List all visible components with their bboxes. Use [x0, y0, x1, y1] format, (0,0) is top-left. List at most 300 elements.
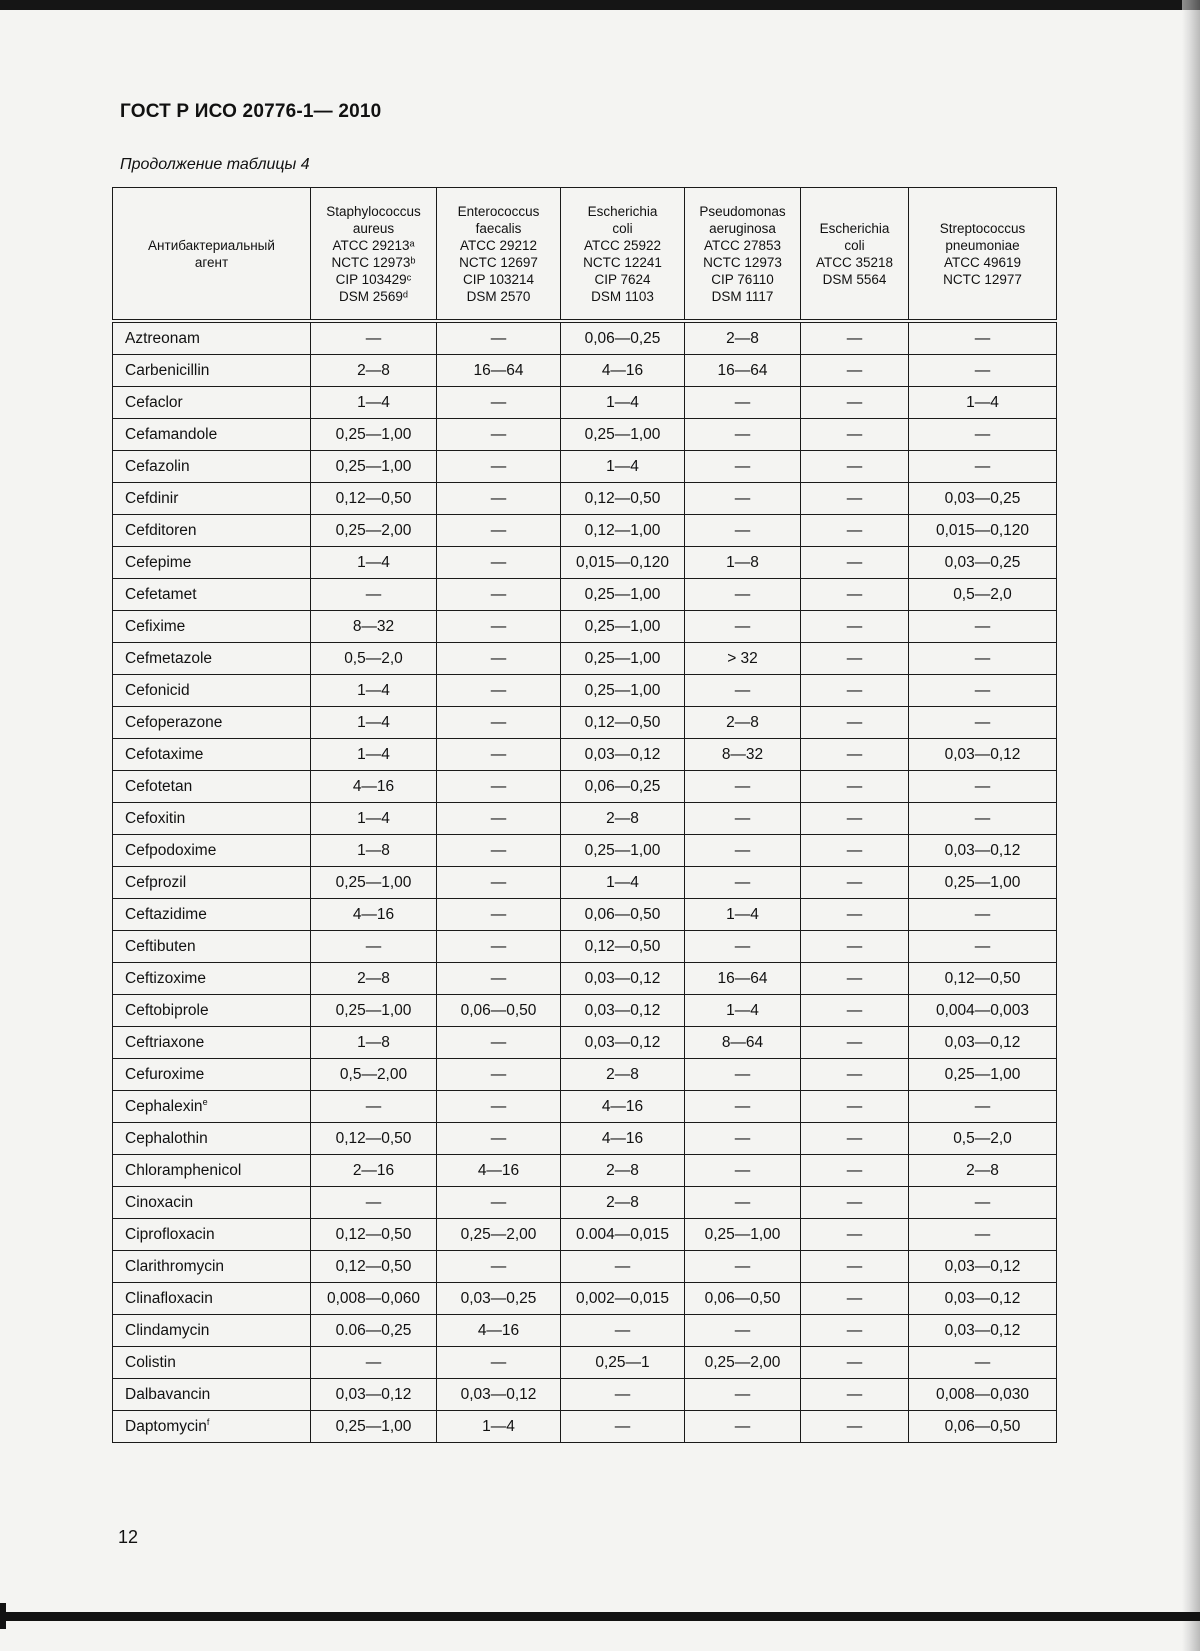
value-cell: 2—8 — [561, 1187, 685, 1219]
header-line: faecalis — [475, 220, 522, 236]
agent-cell — [113, 515, 311, 547]
value-cell: 4—16 — [561, 1123, 685, 1155]
value-cell: 0,25—1,00 — [561, 579, 685, 611]
value-cell: 1—4 — [561, 451, 685, 483]
value-cell: — — [801, 739, 909, 771]
value-cell: — — [909, 899, 1057, 931]
value-cell: 1—8 — [311, 835, 437, 867]
value-cell: — — [437, 419, 561, 451]
agent-name: Clindamycin — [125, 1321, 210, 1339]
table-row — [113, 675, 1057, 707]
value-cell: 0,002—0,015 — [561, 1283, 685, 1315]
value-cell: 0,06—0,25 — [561, 771, 685, 803]
value-cell: — — [909, 771, 1057, 803]
value-cell: 0,06—0,25 — [561, 321, 685, 355]
value-cell: 0,015—0,120 — [909, 515, 1057, 547]
value-cell: — — [801, 771, 909, 803]
table-row — [113, 321, 1057, 355]
value-cell: — — [685, 771, 801, 803]
value-cell: 0,25—1,00 — [561, 643, 685, 675]
agent-cell — [113, 1027, 311, 1059]
table-row — [113, 835, 1057, 867]
agent-cell — [113, 1411, 311, 1443]
agent-name: Cefpodoxime — [125, 841, 217, 859]
value-cell: 0,5—2,0 — [909, 1123, 1057, 1155]
value-cell: 1—4 — [311, 387, 437, 419]
mic-table — [112, 187, 1057, 1443]
value-cell: 0,015—0,120 — [561, 547, 685, 579]
value-cell: 0,03—0,12 — [909, 835, 1057, 867]
table-row — [113, 451, 1057, 483]
value-cell: 0,25—1,00 — [561, 611, 685, 643]
value-cell: — — [909, 643, 1057, 675]
value-cell: 0,25—1,00 — [311, 451, 437, 483]
value-cell: 0,25—1,00 — [311, 867, 437, 899]
agent-cell — [113, 355, 311, 387]
value-cell: — — [437, 739, 561, 771]
value-cell: — — [801, 321, 909, 355]
agent-cell — [113, 931, 311, 963]
table-row — [113, 515, 1057, 547]
value-cell: — — [437, 451, 561, 483]
table-row — [113, 611, 1057, 643]
value-cell: 0,008—0,030 — [909, 1379, 1057, 1411]
value-cell: 1—4 — [311, 547, 437, 579]
agent-name: Cefepime — [125, 553, 192, 571]
header-line: coli — [612, 220, 633, 236]
table-row — [113, 995, 1057, 1027]
value-cell: — — [801, 643, 909, 675]
table-row — [113, 1059, 1057, 1091]
scan-bottom-bar — [0, 1612, 1200, 1621]
agent-name: Ceftobiprole — [125, 1001, 209, 1019]
value-cell: 0,12—0,50 — [561, 483, 685, 515]
table-row — [113, 1155, 1057, 1187]
table-row — [113, 963, 1057, 995]
agent-cell — [113, 707, 311, 739]
value-cell: 0,25—2,00 — [685, 1347, 801, 1379]
agent-name: Chloramphenicol — [125, 1161, 242, 1179]
value-cell: 1—4 — [311, 707, 437, 739]
value-cell: — — [801, 1283, 909, 1315]
agent-name: Cefazolin — [125, 457, 190, 475]
table-row — [113, 1091, 1057, 1123]
value-cell: — — [685, 611, 801, 643]
value-cell: — — [437, 1059, 561, 1091]
table-row — [113, 1027, 1057, 1059]
table-row — [113, 771, 1057, 803]
agent-cell — [113, 483, 311, 515]
agent-name: Ceftibuten — [125, 937, 196, 955]
agent-cell — [113, 867, 311, 899]
value-cell: — — [685, 515, 801, 547]
agent-cell — [113, 963, 311, 995]
table-row — [113, 579, 1057, 611]
value-cell: — — [909, 419, 1057, 451]
table-row — [113, 899, 1057, 931]
header-line: Escherichia — [587, 203, 658, 219]
header-strain-5 — [801, 188, 909, 322]
value-cell: — — [909, 1347, 1057, 1379]
header-line: ATCC 49619 — [943, 254, 1022, 270]
value-cell: 0,12—1,00 — [561, 515, 685, 547]
agent-cell — [113, 1091, 311, 1123]
table-row — [113, 1251, 1057, 1283]
value-cell: 0,25—1 — [561, 1347, 685, 1379]
agent-name: Cefuroxime — [125, 1065, 205, 1083]
value-cell: 2—8 — [311, 355, 437, 387]
value-cell: — — [685, 579, 801, 611]
header-strain-6 — [909, 188, 1057, 322]
value-cell: 0,25—1,00 — [685, 1219, 801, 1251]
value-cell: 0,25—2,00 — [437, 1219, 561, 1251]
value-cell: 0,12—0,50 — [561, 931, 685, 963]
value-cell: — — [685, 1187, 801, 1219]
header-line: Enterococcus — [457, 203, 540, 219]
value-cell: 4—16 — [311, 899, 437, 931]
value-cell: — — [685, 931, 801, 963]
value-cell: — — [909, 675, 1057, 707]
agent-name: Cefoperazone — [125, 713, 223, 731]
value-cell: — — [437, 867, 561, 899]
value-cell: — — [801, 611, 909, 643]
value-cell: — — [801, 1123, 909, 1155]
value-cell: — — [437, 611, 561, 643]
agent-cell — [113, 1379, 311, 1411]
value-cell: 0,5—2,00 — [311, 1059, 437, 1091]
value-cell: — — [685, 835, 801, 867]
value-cell: 0,03—0,12 — [561, 963, 685, 995]
value-cell: — — [311, 1187, 437, 1219]
value-cell: — — [437, 1251, 561, 1283]
header-line: coli — [844, 237, 865, 253]
value-cell: 0,12—0,50 — [311, 1251, 437, 1283]
value-cell: 0,03—0,12 — [909, 1283, 1057, 1315]
value-cell: — — [437, 675, 561, 707]
agent-name: Dalbavancin — [125, 1385, 211, 1403]
value-cell: 0,12—0,50 — [311, 483, 437, 515]
value-cell: — — [311, 931, 437, 963]
value-cell: — — [311, 1091, 437, 1123]
value-cell: 0,03—0,12 — [909, 1315, 1057, 1347]
value-cell: — — [685, 675, 801, 707]
value-cell: 0,12—0,50 — [311, 1219, 437, 1251]
value-cell: — — [801, 995, 909, 1027]
agent-name: Cefotetan — [125, 777, 193, 795]
document-title: ГОСТ Р ИСО 20776-1— 2010 — [120, 101, 382, 122]
value-cell: 1—4 — [311, 803, 437, 835]
table-row — [113, 355, 1057, 387]
header-line: ATCC 25922 — [583, 237, 662, 253]
header-line: Escherichia — [819, 220, 890, 236]
table-row — [113, 483, 1057, 515]
agent-cell — [113, 771, 311, 803]
agent-cell — [113, 1187, 311, 1219]
agent-name: Cefditoren — [125, 521, 197, 539]
value-cell: — — [801, 1059, 909, 1091]
value-cell: 0.06—0,25 — [311, 1315, 437, 1347]
value-cell: — — [801, 1411, 909, 1443]
value-cell: 0,25—1,00 — [311, 419, 437, 451]
header-agent — [113, 188, 311, 322]
agent-cell — [113, 1059, 311, 1091]
value-cell: 0,12—0,50 — [909, 963, 1057, 995]
agent-cell — [113, 1347, 311, 1379]
value-cell: — — [437, 1091, 561, 1123]
agent-name: Cefmetazole — [125, 649, 213, 667]
value-cell: — — [801, 579, 909, 611]
value-cell: 4—16 — [561, 1091, 685, 1123]
agent-cell — [113, 835, 311, 867]
header-line: DSM 1103 — [591, 288, 654, 304]
agent-cell — [113, 1283, 311, 1315]
value-cell: 2—8 — [561, 1155, 685, 1187]
value-cell: — — [437, 643, 561, 675]
value-cell: — — [801, 1187, 909, 1219]
header-line: ATCC 27853 — [703, 237, 782, 253]
value-cell: 1—4 — [685, 995, 801, 1027]
agent-name: Ceftizoxime — [125, 969, 206, 987]
value-cell: — — [685, 419, 801, 451]
header-line: CIP 76110 — [711, 271, 774, 287]
table-row — [113, 419, 1057, 451]
value-cell: — — [561, 1411, 685, 1443]
value-cell: 2—16 — [311, 1155, 437, 1187]
value-cell: — — [685, 451, 801, 483]
value-cell: 0,03—0,12 — [909, 1251, 1057, 1283]
value-cell: 0,25—1,00 — [561, 419, 685, 451]
value-cell: — — [685, 387, 801, 419]
table-row — [113, 1187, 1057, 1219]
value-cell: — — [437, 803, 561, 835]
value-cell: — — [685, 1091, 801, 1123]
value-cell: 0,25—1,00 — [311, 995, 437, 1027]
header-strain-4 — [685, 188, 801, 322]
agent-name: Cinoxacin — [125, 1193, 194, 1211]
value-cell: — — [801, 675, 909, 707]
agent-cell — [113, 803, 311, 835]
table-row — [113, 1283, 1057, 1315]
value-cell: 0.004—0,015 — [561, 1219, 685, 1251]
value-cell: — — [311, 321, 437, 355]
agent-name: Ceftriaxone — [125, 1033, 205, 1051]
agent-cell — [113, 451, 311, 483]
header-line: DSM 5564 — [822, 271, 887, 287]
value-cell: — — [909, 355, 1057, 387]
value-cell: 1—8 — [311, 1027, 437, 1059]
value-cell: — — [685, 1155, 801, 1187]
value-cell: — — [801, 1027, 909, 1059]
value-cell: 8—32 — [311, 611, 437, 643]
header-line: Streptococcus — [939, 220, 1026, 236]
value-cell: 0,25—2,00 — [311, 515, 437, 547]
page-number: 12 — [118, 1527, 139, 1547]
agent-name: Cefonicid — [125, 681, 190, 699]
value-cell: — — [685, 1379, 801, 1411]
value-cell: — — [801, 1347, 909, 1379]
header-line: CIP 103214 — [462, 271, 535, 287]
value-cell: — — [437, 321, 561, 355]
agent-name: Clinafloxacin — [125, 1289, 213, 1307]
agent-name: Cephalexin — [125, 1097, 203, 1115]
agent-cell — [113, 547, 311, 579]
header-row — [113, 188, 1057, 322]
value-cell: 8—32 — [685, 739, 801, 771]
value-cell: — — [685, 867, 801, 899]
agent-cell — [113, 1155, 311, 1187]
value-cell: 2—8 — [311, 963, 437, 995]
agent-name: Cephalothin — [125, 1129, 208, 1147]
value-cell: 2—8 — [909, 1155, 1057, 1187]
value-cell: — — [801, 803, 909, 835]
value-cell: — — [801, 1379, 909, 1411]
agent-name: Cefixime — [125, 617, 186, 635]
table-row — [113, 1411, 1057, 1443]
value-cell: — — [801, 1315, 909, 1347]
agent-cell — [113, 1123, 311, 1155]
value-cell: — — [909, 611, 1057, 643]
value-cell: — — [801, 899, 909, 931]
agent-name: Cefdinir — [125, 489, 179, 507]
footnote-marker: f — [206, 1416, 210, 1427]
value-cell: — — [801, 387, 909, 419]
value-cell: 0,03—0,12 — [561, 739, 685, 771]
agent-name: Ceftazidime — [125, 905, 207, 923]
agent-name: Ciprofloxacin — [125, 1225, 215, 1243]
value-cell: — — [909, 707, 1057, 739]
value-cell: — — [801, 707, 909, 739]
value-cell: — — [909, 803, 1057, 835]
value-cell: 1—8 — [685, 547, 801, 579]
table-row — [113, 643, 1057, 675]
value-cell: — — [437, 1187, 561, 1219]
value-cell: — — [437, 899, 561, 931]
value-cell: — — [801, 547, 909, 579]
value-cell: — — [685, 1251, 801, 1283]
header-line: NCTC 12241 — [583, 254, 662, 270]
header-line: NCTC 12973ᵇ — [331, 254, 416, 270]
value-cell: — — [801, 963, 909, 995]
value-cell: 0,03—0,12 — [311, 1379, 437, 1411]
agent-name: Cefprozil — [125, 873, 187, 891]
value-cell: — — [801, 1091, 909, 1123]
agent-name: Clarithromycin — [125, 1257, 225, 1275]
table-row — [113, 867, 1057, 899]
agent-cell — [113, 387, 311, 419]
value-cell: — — [685, 1123, 801, 1155]
header-line: NCTC 12977 — [943, 271, 1022, 287]
header-line: ATCC 35218 — [815, 254, 894, 270]
value-cell: 0,03—0,25 — [437, 1283, 561, 1315]
table-row — [113, 1347, 1057, 1379]
value-cell: 2—8 — [561, 803, 685, 835]
agent-cell — [113, 643, 311, 675]
value-cell: > 32 — [685, 643, 801, 675]
value-cell: — — [311, 1347, 437, 1379]
value-cell: — — [909, 451, 1057, 483]
agent-cell — [113, 1315, 311, 1347]
value-cell: 0,03—0,25 — [909, 547, 1057, 579]
value-cell: 16—64 — [685, 963, 801, 995]
value-cell: 0,06—0,50 — [909, 1411, 1057, 1443]
value-cell: 2—8 — [561, 1059, 685, 1091]
value-cell: — — [801, 1219, 909, 1251]
value-cell: — — [801, 1251, 909, 1283]
header-line: Антибактериальный — [148, 237, 275, 253]
agent-cell — [113, 739, 311, 771]
value-cell: 0,03—0,12 — [909, 739, 1057, 771]
value-cell: 2—8 — [685, 321, 801, 355]
value-cell: 1—4 — [685, 899, 801, 931]
agent-name: Carbenicillin — [125, 361, 210, 379]
header-strain-2 — [437, 188, 561, 322]
value-cell: 0,12—0,50 — [561, 707, 685, 739]
value-cell: — — [561, 1315, 685, 1347]
value-cell: 0,25—1,00 — [561, 835, 685, 867]
value-cell: — — [909, 321, 1057, 355]
header-line: NCTC 12973 — [703, 254, 782, 270]
header-line: pneumoniae — [945, 237, 1020, 253]
header-line: CIP 103429ᶜ — [335, 271, 412, 287]
value-cell: — — [437, 547, 561, 579]
value-cell: — — [801, 419, 909, 451]
value-cell: 0,03—0,12 — [437, 1379, 561, 1411]
table-body — [113, 321, 1057, 1443]
agent-name: Cefamandole — [125, 425, 218, 443]
value-cell: — — [801, 451, 909, 483]
header-strain-3 — [561, 188, 685, 322]
value-cell: — — [437, 515, 561, 547]
value-cell: 0,06—0,50 — [685, 1283, 801, 1315]
value-cell: — — [801, 867, 909, 899]
value-cell: — — [437, 771, 561, 803]
value-cell: 0,25—1,00 — [311, 1411, 437, 1443]
value-cell: — — [437, 707, 561, 739]
value-cell: — — [437, 1347, 561, 1379]
table-row — [113, 931, 1057, 963]
agent-cell — [113, 1219, 311, 1251]
value-cell: — — [437, 963, 561, 995]
table-row — [113, 547, 1057, 579]
value-cell: — — [561, 1379, 685, 1411]
header-line: DSM 1117 — [711, 288, 774, 304]
value-cell: — — [685, 1059, 801, 1091]
value-cell: — — [909, 1187, 1057, 1219]
value-cell: 1—4 — [909, 387, 1057, 419]
header-line: NCTC 12697 — [459, 254, 538, 270]
value-cell: 0,004—0,003 — [909, 995, 1057, 1027]
agent-cell — [113, 321, 311, 355]
header-line: агент — [194, 254, 229, 270]
value-cell: — — [801, 515, 909, 547]
value-cell: 1—4 — [561, 387, 685, 419]
value-cell: 16—64 — [685, 355, 801, 387]
value-cell: 1—4 — [561, 867, 685, 899]
value-cell: 4—16 — [311, 771, 437, 803]
value-cell: 0,25—1,00 — [909, 1059, 1057, 1091]
header-line: Staphylococcus — [326, 203, 421, 219]
agent-name: Cefoxitin — [125, 809, 186, 827]
table-row — [113, 1123, 1057, 1155]
value-cell: 8—64 — [685, 1027, 801, 1059]
value-cell: — — [801, 355, 909, 387]
value-cell: — — [561, 1251, 685, 1283]
value-cell: — — [437, 387, 561, 419]
scan-right-edge — [1182, 0, 1200, 1651]
table-row — [113, 1379, 1057, 1411]
value-cell: 0,25—1,00 — [561, 675, 685, 707]
value-cell: — — [909, 1219, 1057, 1251]
